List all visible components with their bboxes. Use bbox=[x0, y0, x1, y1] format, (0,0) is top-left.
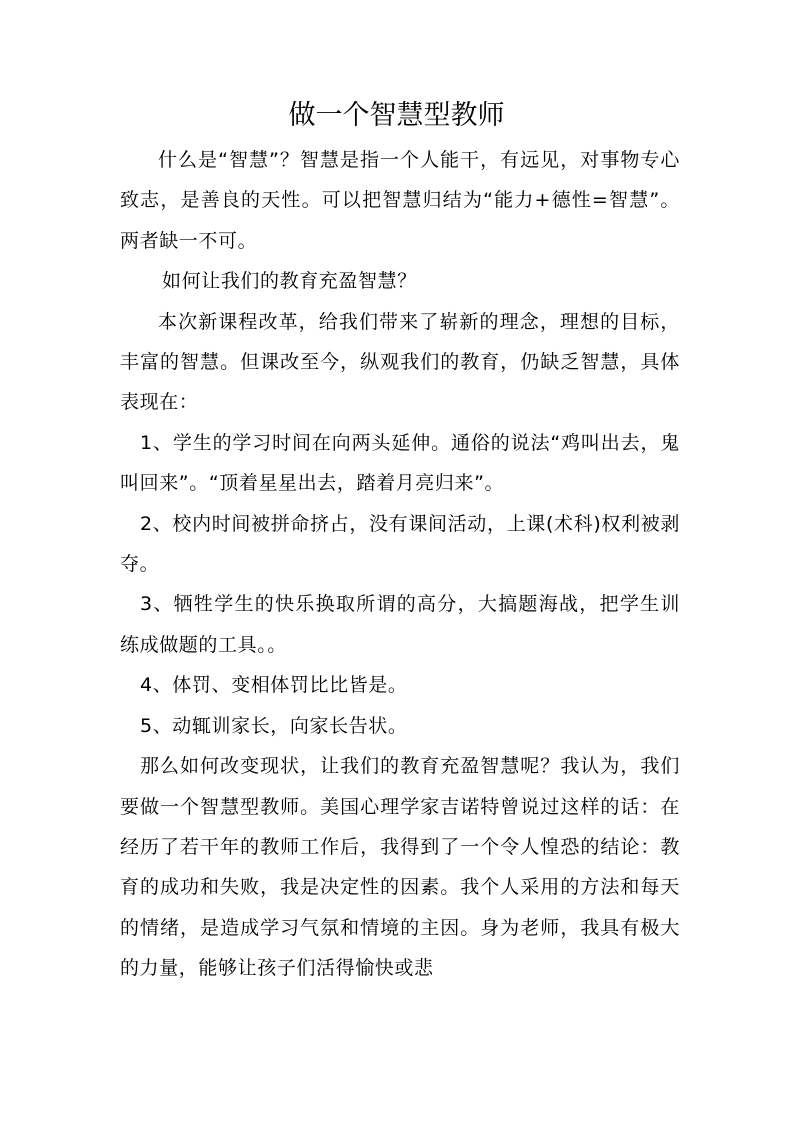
paragraph-question: 如何让我们的教育充盈智慧？ bbox=[162, 270, 417, 293]
paragraph-conclusion: 那么如何改变现状，让我们的教育充盈智慧呢？我认为，我们要做一个智慧型教师。美国心理学家吉诺特曾说过这样的话：在经历了若干年的教师工作后，我得到了一个令人惶恐的结论：教育的成功和失败，我是决定性的因素。我个人采用的方法和每天的情绪，是造成学习气氛和情境的主因。身为老师，我具有极大的力量，能够让孩子们活得愉快或悲 bbox=[120, 755, 680, 980]
list-item-5: 5、动辄训家长，向家长告状。 bbox=[140, 714, 408, 737]
document-title: 做一个智慧型教师 bbox=[288, 100, 505, 131]
list-item-4: 4、体罚、变相体罚比比皆是。 bbox=[140, 674, 408, 697]
paragraph-definition: 什么是“智慧”？智慧是指一个人能干，有远见，对事物专心致志，是善良的天性。可以把智慧归结为“能力+德性=智慧”。两者缺一不可。 bbox=[120, 149, 680, 252]
list-item-2: 2、校内时间被拼命挤占，没有课间活动，上课(术科)权利被剥夺。 bbox=[120, 512, 680, 576]
paragraph-reform: 本次新课程改革，给我们带来了崭新的理念，理想的目标，丰富的智慧。但课改至今，纵观我们的教育，仍缺乏智慧，具体表现在： bbox=[120, 310, 680, 414]
list-item-1: 1、学生的学习时间在向两头延伸。通俗的说法“鸡叫出去，鬼叫回来”。“顶着星星出去，踏着月亮归来”。 bbox=[120, 431, 680, 495]
document-body bbox=[120, 140, 680, 989]
list-item-3: 3、牺牲学生的快乐换取所谓的高分，大搞题海战，把学生训练成做题的工具。。 bbox=[120, 593, 680, 656]
